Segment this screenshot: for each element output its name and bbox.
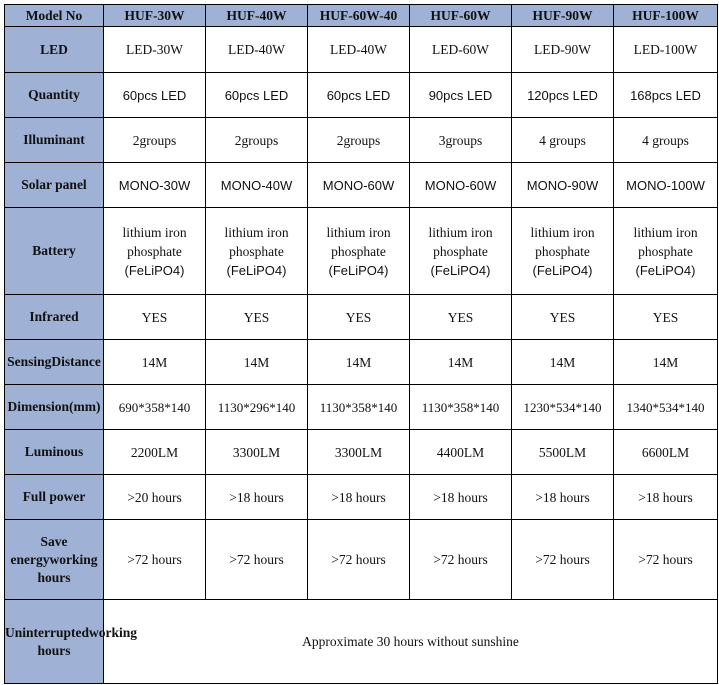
table-cell: 1130*358*140 <box>308 385 410 430</box>
model-header: HUF-60W <box>410 5 512 27</box>
model-header: HUF-30W <box>104 5 206 27</box>
row-label-solar-panel: Solar panel <box>5 163 104 208</box>
model-header: HUF-40W <box>206 5 308 27</box>
table-cell: >18 hours <box>206 475 308 520</box>
table-cell: 14M <box>206 340 308 385</box>
table-cell: 4400LM <box>410 430 512 475</box>
row-label-luminous: Luminous <box>5 430 104 475</box>
row-label-dimension: Dimension(mm) <box>5 385 104 430</box>
table-cell: YES <box>104 295 206 340</box>
table-cell: >72 hours <box>512 520 614 600</box>
table-cell: 4 groups <box>512 118 614 163</box>
table-cell: 1130*358*140 <box>410 385 512 430</box>
table-cell: >72 hours <box>614 520 718 600</box>
table-cell: >72 hours <box>308 520 410 600</box>
table-cell: 14M <box>308 340 410 385</box>
table-cell: 168pcs LED <box>614 73 718 118</box>
table-cell: 3300LM <box>206 430 308 475</box>
table-cell: 5500LM <box>512 430 614 475</box>
table-row-dimension <box>5 385 718 430</box>
table-cell: 60pcs LED <box>308 73 410 118</box>
table-cell: lithium iron phosphate (FeLiPO4) <box>410 208 512 295</box>
table-row-illuminant <box>5 118 718 163</box>
header-row <box>5 5 718 27</box>
table-cell: 2groups <box>206 118 308 163</box>
table-cell: >18 hours <box>512 475 614 520</box>
table-cell: 14M <box>410 340 512 385</box>
table-cell: 1130*296*140 <box>206 385 308 430</box>
table-cell: MONO-100W <box>614 163 718 208</box>
table-cell: >18 hours <box>410 475 512 520</box>
table-cell: >72 hours <box>104 520 206 600</box>
table-cell: YES <box>512 295 614 340</box>
table-cell: 1340*534*140 <box>614 385 718 430</box>
table-cell: 2groups <box>104 118 206 163</box>
table-cell: LED-40W <box>308 27 410 73</box>
table-cell: lithium iron phosphate (FeLiPO4) <box>308 208 410 295</box>
row-label-sensing-distance: SensingDistance <box>5 340 104 385</box>
table-cell: >72 hours <box>206 520 308 600</box>
model-no-header: Model No <box>5 5 104 27</box>
table-row-luminous <box>5 430 718 475</box>
table-cell: 690*358*140 <box>104 385 206 430</box>
table-cell: 14M <box>512 340 614 385</box>
merged-cell-note: Approximate 30 hours without sunshine <box>104 600 718 684</box>
table-cell: 6600LM <box>614 430 718 475</box>
table-cell: 90pcs LED <box>410 73 512 118</box>
table-cell: 60pcs LED <box>104 73 206 118</box>
table-cell: LED-30W <box>104 27 206 73</box>
table-cell: MONO-40W <box>206 163 308 208</box>
table-cell: LED-100W <box>614 27 718 73</box>
table-cell: 2200LM <box>104 430 206 475</box>
row-label-led: LED <box>5 27 104 73</box>
table-cell: 3300LM <box>308 430 410 475</box>
table-cell: 1230*534*140 <box>512 385 614 430</box>
table-row-battery <box>5 208 718 295</box>
table-cell: LED-40W <box>206 27 308 73</box>
model-header: HUF-100W <box>614 5 718 27</box>
table-cell: YES <box>614 295 718 340</box>
table-cell: MONO-90W <box>512 163 614 208</box>
table-cell: >18 hours <box>614 475 718 520</box>
table-cell: MONO-30W <box>104 163 206 208</box>
table-cell: >20 hours <box>104 475 206 520</box>
table-row-quantity <box>5 73 718 118</box>
table-cell: >72 hours <box>410 520 512 600</box>
table-row-save-energy <box>5 520 718 600</box>
table-row-infrared <box>5 295 718 340</box>
table-cell: 60pcs LED <box>206 73 308 118</box>
table-cell: 120pcs LED <box>512 73 614 118</box>
table-cell: YES <box>206 295 308 340</box>
table-cell: lithium iron phosphate (FeLiPO4) <box>614 208 718 295</box>
table-cell: 14M <box>104 340 206 385</box>
table-cell: 14M <box>614 340 718 385</box>
row-label-quantity: Quantity <box>5 73 104 118</box>
table-cell: YES <box>410 295 512 340</box>
model-header: HUF-90W <box>512 5 614 27</box>
spec-table <box>4 4 718 684</box>
row-label-battery: Battery <box>5 208 104 295</box>
row-label-uninterrupted: Uninterruptedworking hours <box>5 600 104 684</box>
table-row-solar-panel <box>5 163 718 208</box>
table-row-led <box>5 27 718 73</box>
table-cell: >18 hours <box>308 475 410 520</box>
table-row-sensing-distance <box>5 340 718 385</box>
table-cell: 3groups <box>410 118 512 163</box>
table-row-uninterrupted <box>5 600 718 684</box>
table-cell: MONO-60W <box>308 163 410 208</box>
row-label-illuminant: Illuminant <box>5 118 104 163</box>
table-cell: lithium iron phosphate (FeLiPO4) <box>512 208 614 295</box>
table-cell: YES <box>308 295 410 340</box>
model-header: HUF-60W-40 <box>308 5 410 27</box>
table-cell: LED-60W <box>410 27 512 73</box>
row-label-full-power: Full power <box>5 475 104 520</box>
table-cell: LED-90W <box>512 27 614 73</box>
table-row-full-power <box>5 475 718 520</box>
table-cell: MONO-60W <box>410 163 512 208</box>
table-cell: lithium iron phosphate (FeLiPO4) <box>206 208 308 295</box>
row-label-infrared: Infrared <box>5 295 104 340</box>
table-cell: lithium iron phosphate (FeLiPO4) <box>104 208 206 295</box>
row-label-save-energy: Save energyworking hours <box>5 520 104 600</box>
table-cell: 2groups <box>308 118 410 163</box>
table-cell: 4 groups <box>614 118 718 163</box>
